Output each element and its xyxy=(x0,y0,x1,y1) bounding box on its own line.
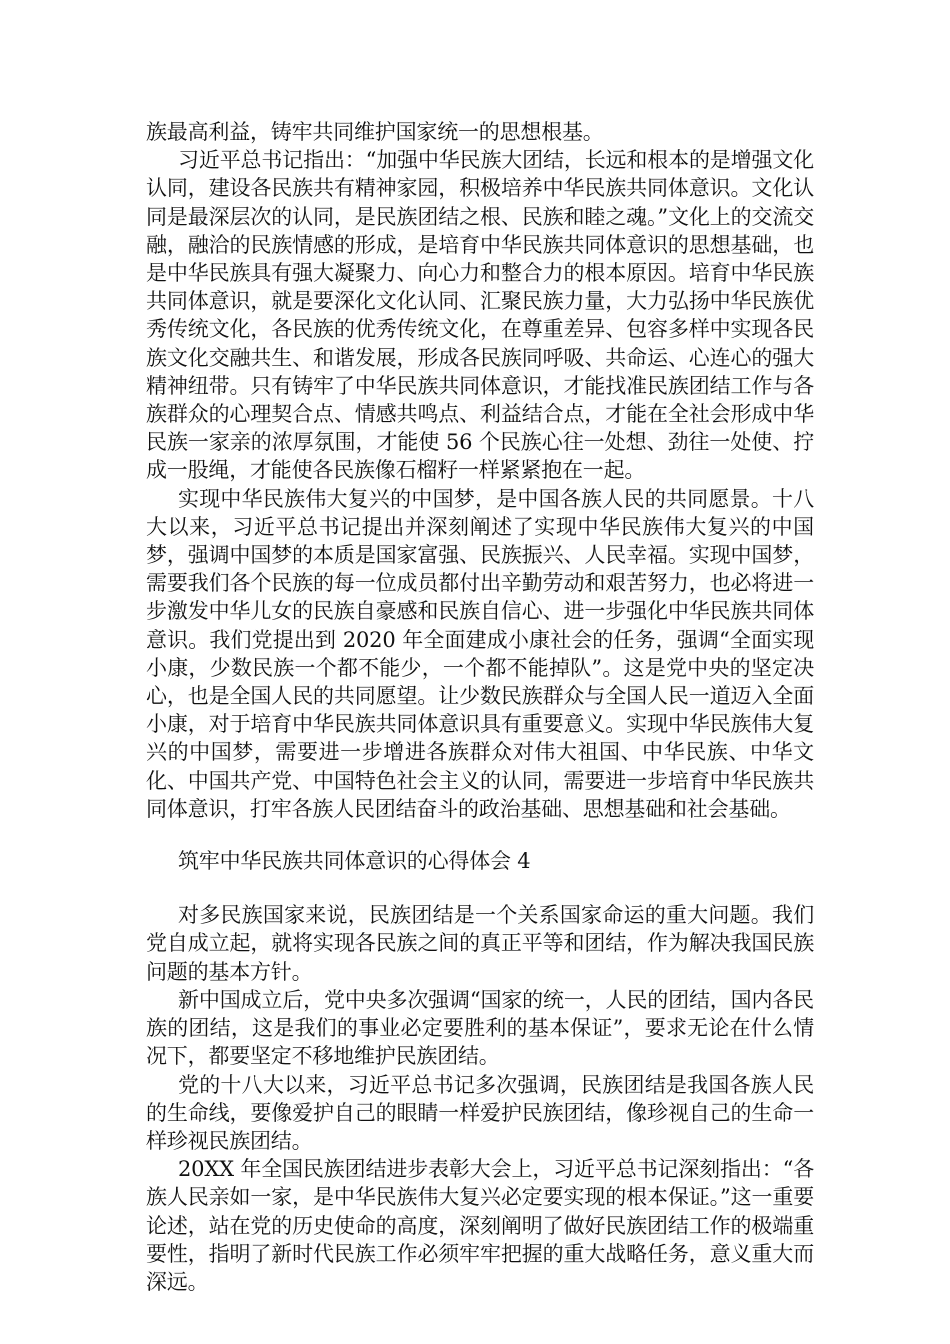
paragraph: 习近平总书记指出：“加强中华民族大团结，长远和根本的是增强文化认同，建设各民族共有精神家园，积极培养中华民族共同体意识。文化认同是最深层次的认同，是民族团结之根、民族和睦之魂。”文化上的交流交融，融洽的民族情感的形成，是培育中华民族共同体意识的思想基础，也是中华民族具有强大凝聚力、向心力和整合力的根本原因。培育中华民族共同体意识，就是要深化文化认同、汇聚民族力量，大力弘扬中华民族优秀传统文化，各民族的优秀传统文化，在尊重差异、包容多样中实现各民族文化交融共生、和谐发展，形成各民族同呼吸、共命运、心连心的强大精神纽带。只有铸牢了中华民族共同体意识，才能找准民族团结工作与各族群众的心理契合点、情感共鸣点、利益结合点，才能在全社会形成中华民族一家亲的浓厚氛围，才能使 56 个民族心往一处想、劲往一处使、拧成一股绳，才能使各民族像石榴籽一样紧紧抱在一起。 xyxy=(146,148,814,483)
paragraph: 对多民族国家来说，民族团结是一个关系国家命运的重大问题。我们党自成立起，就将实现各民族之间的真正平等和团结，作为解决我国民族问题的基本方针。 xyxy=(146,903,814,984)
document-body xyxy=(146,118,814,1296)
paragraph: 党的十八大以来，习近平总书记多次强调，民族团结是我国各族人民的生命线，要像爱护自己的眼睛一样爱护民族团结，像珍视自己的生命一样珍视民族团结。 xyxy=(146,1072,814,1153)
paragraph: 20XX 年全国民族团结进步表彰大会上，习近平总书记深刻指出：“各族人民亲如一家，是中华民族伟大复兴必定要实现的根本保证。”这一重要论述，站在党的历史使命的高度，深刻阐明了做好民族团结工作的极端重要性，指明了新时代民族工作必须牢牢把握的重大战略任务，意义重大而深远。 xyxy=(146,1157,814,1294)
spacer xyxy=(146,823,814,847)
spacer xyxy=(146,875,814,901)
paragraph: 族最高利益，铸牢共同维护国家统一的思想根基。 xyxy=(146,120,604,144)
section-heading: 筑牢中华民族共同体意识的心得体会 4 xyxy=(178,849,531,874)
paragraph: 实现中华民族伟大复兴的中国梦，是中国各族人民的共同愿景。十八大以来，习近平总书记提出并深刻阐述了实现中华民族伟大复兴的中国梦，强调中国梦的本质是国家富强、民族振兴、人民幸福。实现中国梦，需要我们各个民族的每一位成员都付出辛勤劳动和艰苦努力，也必将进一步激发中华儿女的民族自豪感和民族自信心、进一步强化中华民族共同体意识。我们党提出到 2020 年全面建成小康社会的任务，强调“全面实现小康，少数民族一个都不能少，一个都不能掉队”。这是党中央的坚定决心，也是全国人民的共同愿望。让少数民族群众与全国人民一道迈入全面小康，对于培育中华民族共同体意识具有重要意义。实现中华民族伟大复兴的中国梦，需要进一步增进各族群众对伟大祖国、中华民族、中华文化、中国共产党、中国特色社会主义的认同，需要进一步培育中华民族共同体意识，打牢各族人民团结奋斗的政治基础、思想基础和社会基础。 xyxy=(146,486,814,821)
paragraph: 新中国成立后，党中央多次强调“国家的统一，人民的团结，国内各民族的团结，这是我们的事业必定要胜利的基本保证”，要求无论在什么情况下，都要坚定不移地维护民族团结。 xyxy=(146,987,814,1069)
